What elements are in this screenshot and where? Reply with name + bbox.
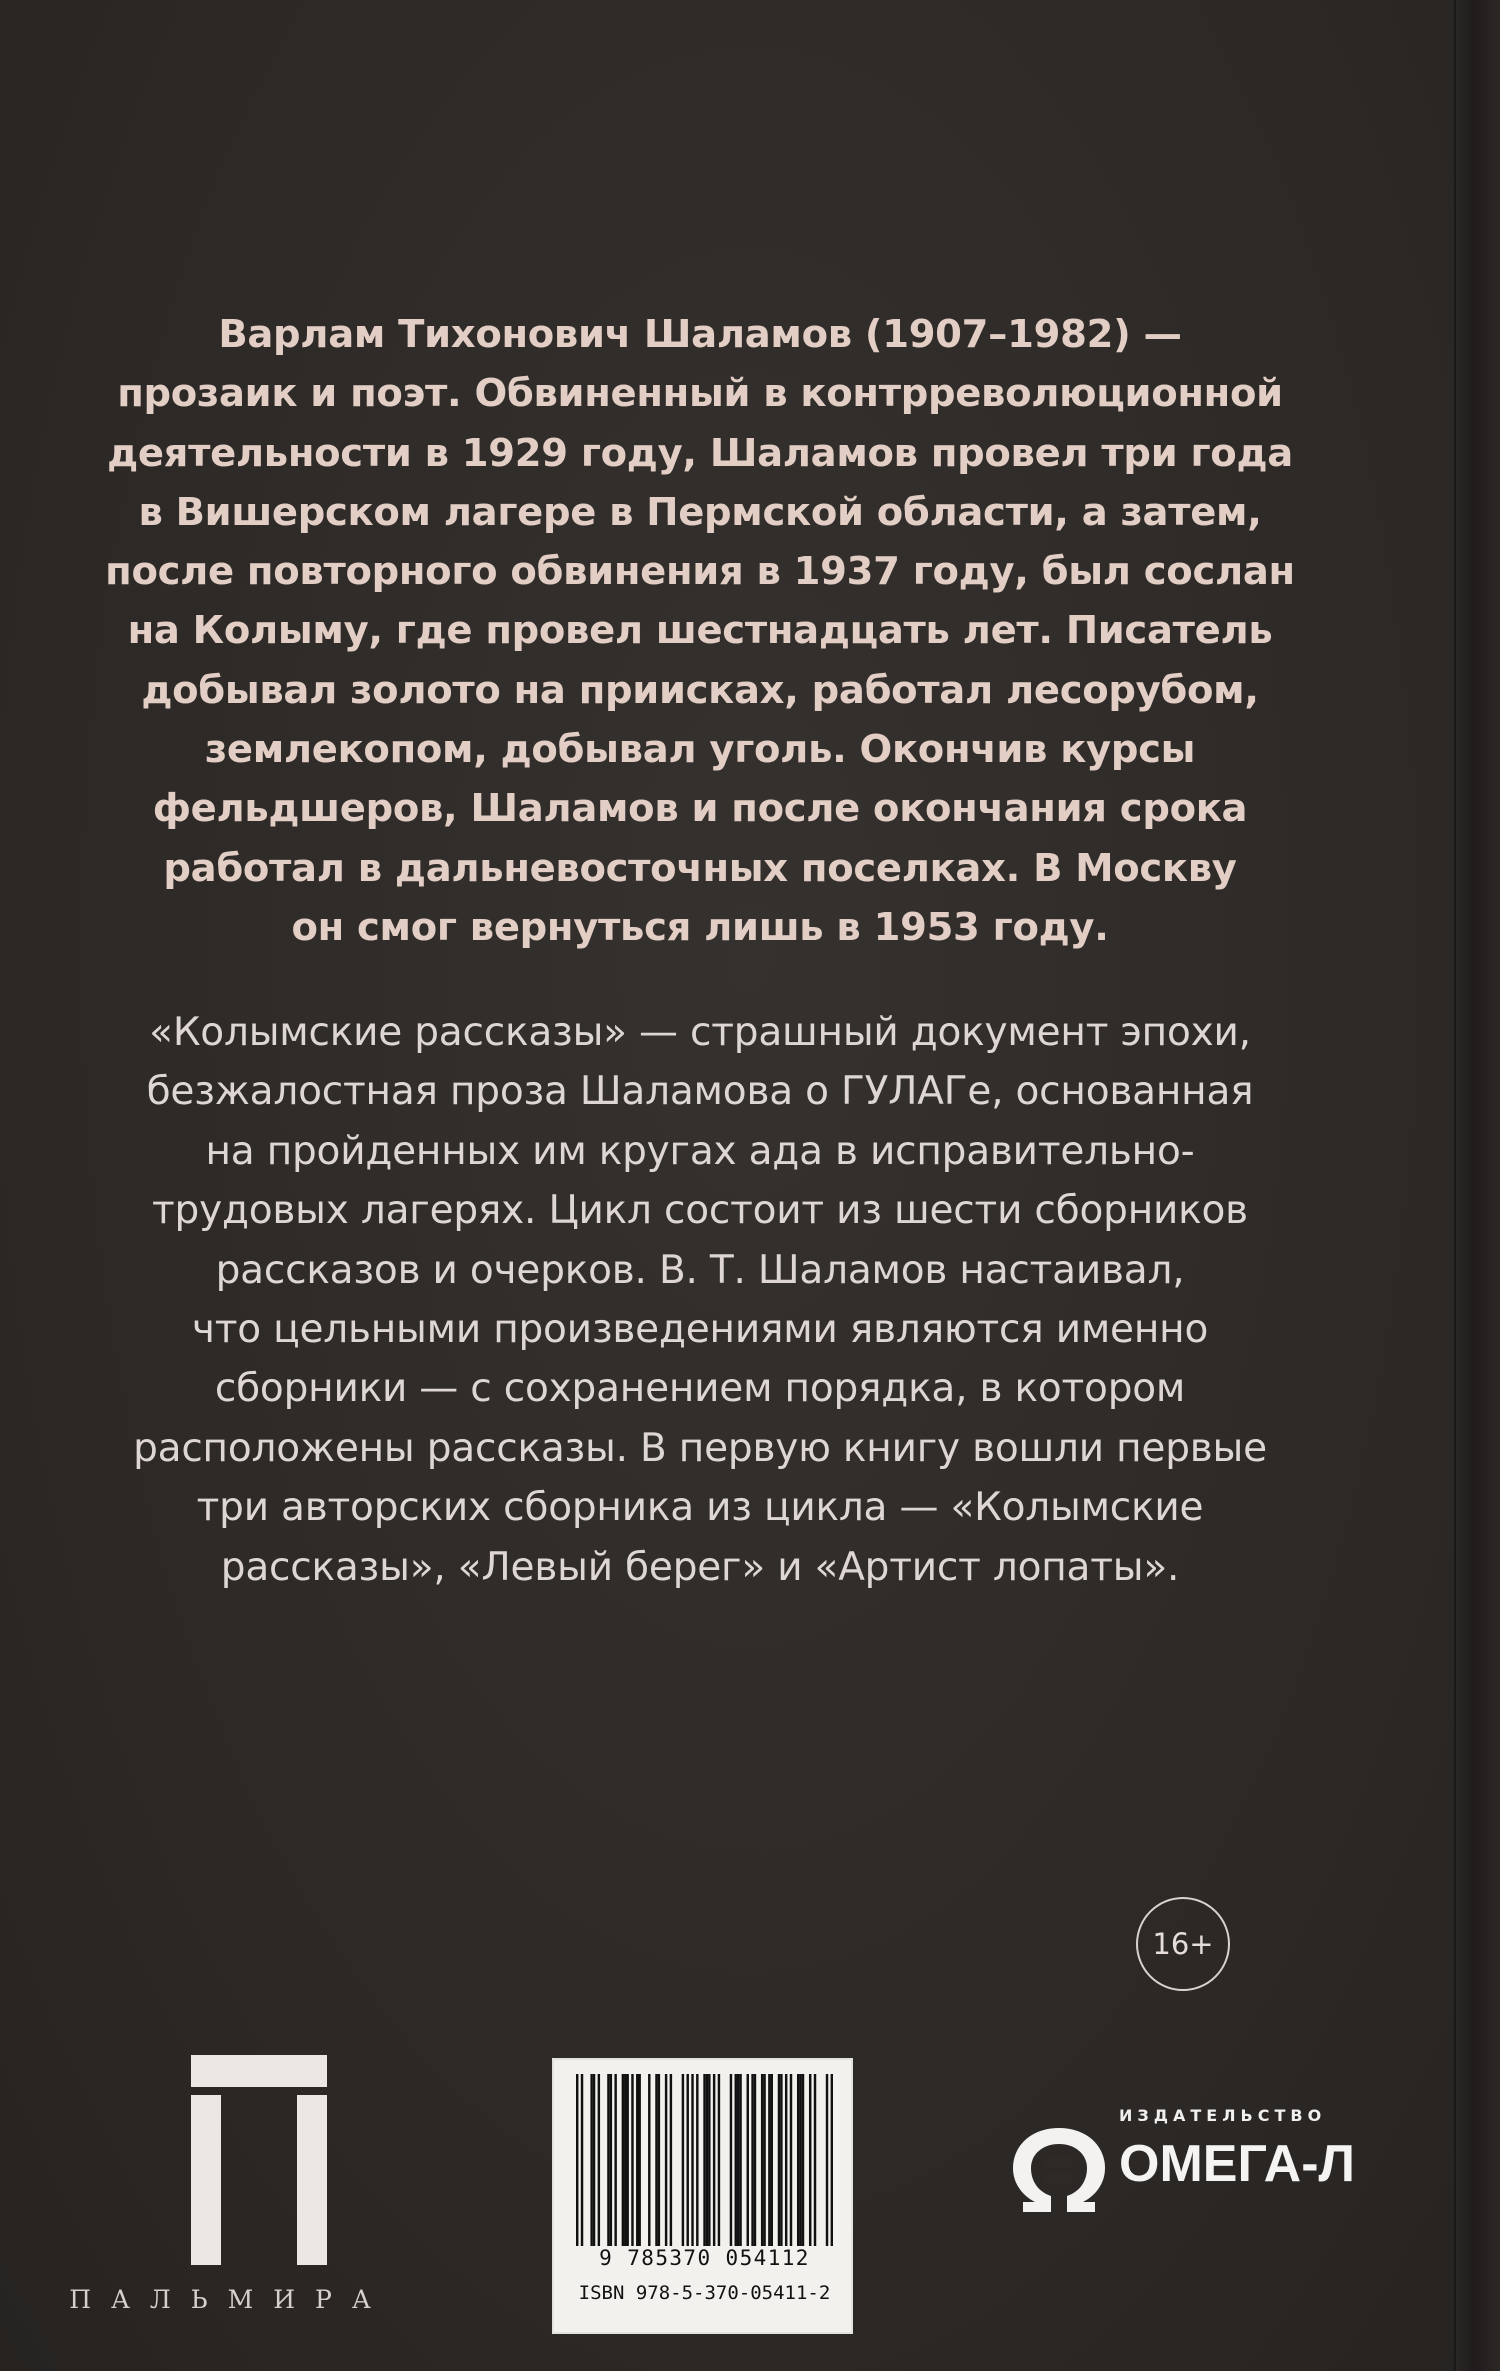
bio-line: после повторного обвинения в 1937 году, был сослан xyxy=(105,549,1295,595)
palmira-logo xyxy=(60,2055,400,2335)
age-rating-badge: 16+ xyxy=(1136,1897,1230,1991)
cover-edge xyxy=(1454,0,1500,2371)
description-line: «Колымские рассказы» — страшный документ эпохи, xyxy=(149,1010,1251,1055)
omega-emblem-icon xyxy=(1007,2122,1111,2216)
omega-l-logo xyxy=(1007,2106,1367,2236)
bio-line: работал в дальневосточных поселках. В Москву xyxy=(163,845,1237,891)
bio-line: Варлам Тихонович Шаламов (1907–1982) — xyxy=(218,312,1182,357)
author-biography xyxy=(80,305,1320,957)
barcode-icon xyxy=(576,2074,833,2246)
omega-l-name: ОМЕГА-Л xyxy=(1119,2135,1356,2193)
description-line: расположены рассказы. В первую книгу вошли первые xyxy=(133,1425,1267,1471)
description-line: на пройденных им кругах ада в исправительно- xyxy=(205,1128,1195,1174)
bio-line: деятельности в 1929 году, Шаламов провел три года xyxy=(107,430,1293,476)
description-line: трудовых лагерях. Цикл состоит из шести сборников xyxy=(152,1188,1248,1234)
book-description xyxy=(80,1003,1320,1597)
description-line: три авторских сборника из цикла — «Колымские xyxy=(196,1485,1204,1531)
bio-line: он смог вернуться лишь в 1953 году. xyxy=(291,904,1109,950)
description-line: безжалостная проза Шаламова о ГУЛАГе, основанная xyxy=(146,1069,1254,1115)
bio-line: прозаик и поэт. Обвиненный в контрреволюционной xyxy=(117,371,1283,417)
palmira-name: ПАЛЬМИРА xyxy=(69,2285,391,2314)
barcode-digits: 9 785370 054112 xyxy=(599,2246,810,2270)
bio-line: добывал золото на приисках, работал лесорубом, xyxy=(141,667,1259,713)
description-line: рассказов и очерков. В. Т. Шаламов настаивал, xyxy=(215,1247,1185,1293)
bio-line: землекопом, добывал уголь. Окончив курсы xyxy=(204,727,1196,773)
description-line: рассказы», «Левый берег» и «Артист лопаты». xyxy=(220,1544,1180,1590)
bio-line: на Колыму, где провел шестнадцать лет. Писатель xyxy=(127,608,1273,654)
barcode-label xyxy=(552,2058,853,2334)
bio-line: в Вишерском лагере в Пермской области, а затем, xyxy=(138,489,1262,535)
publisher-label: ИЗДАТЕЛЬСТВО xyxy=(1119,2106,1327,2125)
bio-line: фельдшеров, Шаламов и после окончания срока xyxy=(152,786,1248,832)
isbn-number: ISBN 978-5-370-05411-2 xyxy=(578,2282,831,2304)
description-line: сборники — с сохранением порядка, в котором xyxy=(214,1366,1186,1412)
description-line: что цельными произведениями являются именно xyxy=(191,1307,1209,1353)
palmira-column-icon xyxy=(191,2055,327,2265)
